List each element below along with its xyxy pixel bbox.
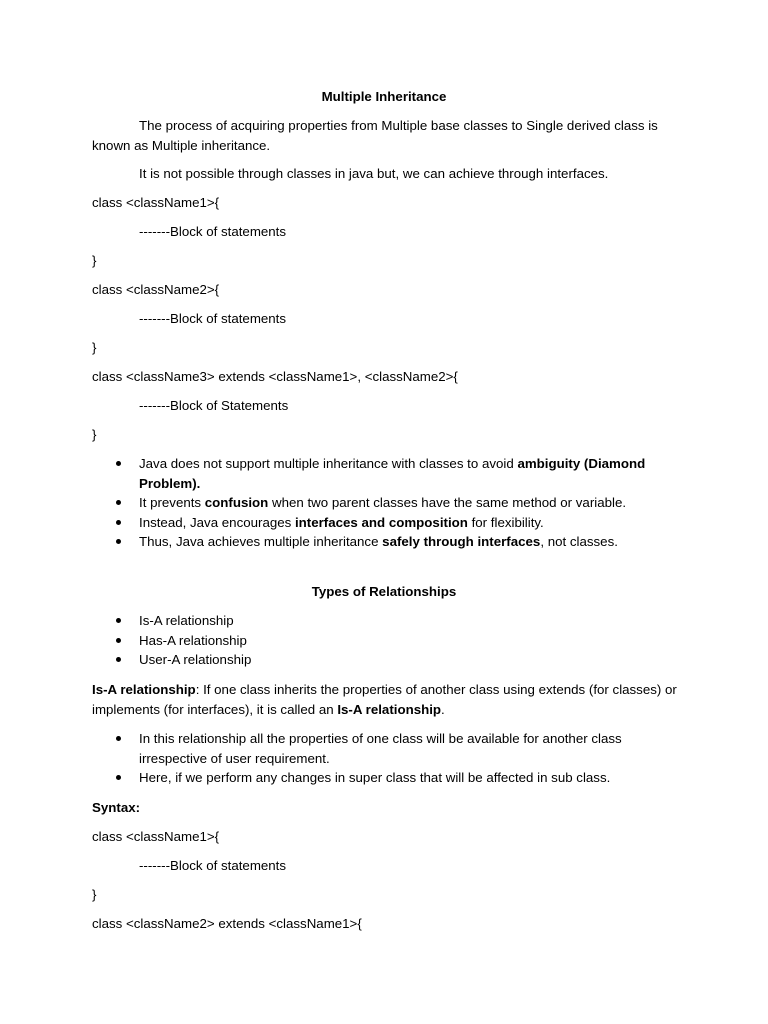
intro-text-1: The process of acquiring properties from Multiple base classes to Single derived class is known as Multiple inheritance. <box>92 118 658 153</box>
code-line: } <box>92 340 97 355</box>
isa-paragraph: Is-A relationship: If one class inherits the properties of another class using extends (for classes) or implements (for interfaces), it is called an Is-A relationship. <box>92 682 677 717</box>
list-item: Has-A relationship <box>92 631 682 651</box>
list-item: User-A relationship <box>92 650 682 670</box>
page-title: Multiple Inheritance <box>321 89 447 104</box>
code-line: -------Block of statements <box>139 858 287 873</box>
code-line: -------Block of statements <box>139 224 287 239</box>
syntax-label: Syntax: <box>92 800 141 815</box>
list-item: Thus, Java achieves multiple inheritance safely through interfaces, not classes. <box>92 532 682 552</box>
code-line: } <box>92 427 97 442</box>
code-line: class <className2>{ <box>92 282 220 297</box>
intro-paragraph-1 <box>92 116 682 155</box>
list-item: Java does not support multiple inheritance with classes to avoid ambiguity (Diamond Problem). <box>92 454 682 493</box>
code-line: class <className2> extends <className1>{ <box>92 916 362 931</box>
list-item: In this relationship all the properties of one class will be available for another class irrespective of user requirement. <box>92 729 682 768</box>
bullet-list-diamond <box>92 454 682 552</box>
code-line: -------Block of statements <box>139 311 287 326</box>
list-item: Here, if we perform any changes in super class that will be affected in sub class. <box>92 768 682 788</box>
code-line: class <className1>{ <box>92 829 220 844</box>
list-item: Is-A relationship <box>92 611 682 631</box>
code-line: -------Block of Statements <box>139 398 289 413</box>
code-line: class <className1>{ <box>92 195 220 210</box>
bullet-list-types <box>92 611 682 670</box>
code-line: } <box>92 253 97 268</box>
section-heading: Types of Relationships <box>311 584 457 599</box>
code-line: class <className3> extends <className1>, <className2>{ <box>92 369 458 384</box>
intro-paragraph-2: It is not possible through classes in java but, we can achieve through interfaces. <box>139 166 609 181</box>
list-item: Instead, Java encourages interfaces and composition for flexibility. <box>92 513 682 533</box>
list-item: It prevents confusion when two parent classes have the same method or variable. <box>92 493 682 513</box>
code-line: } <box>92 887 97 902</box>
bullet-list-isa <box>92 729 682 788</box>
